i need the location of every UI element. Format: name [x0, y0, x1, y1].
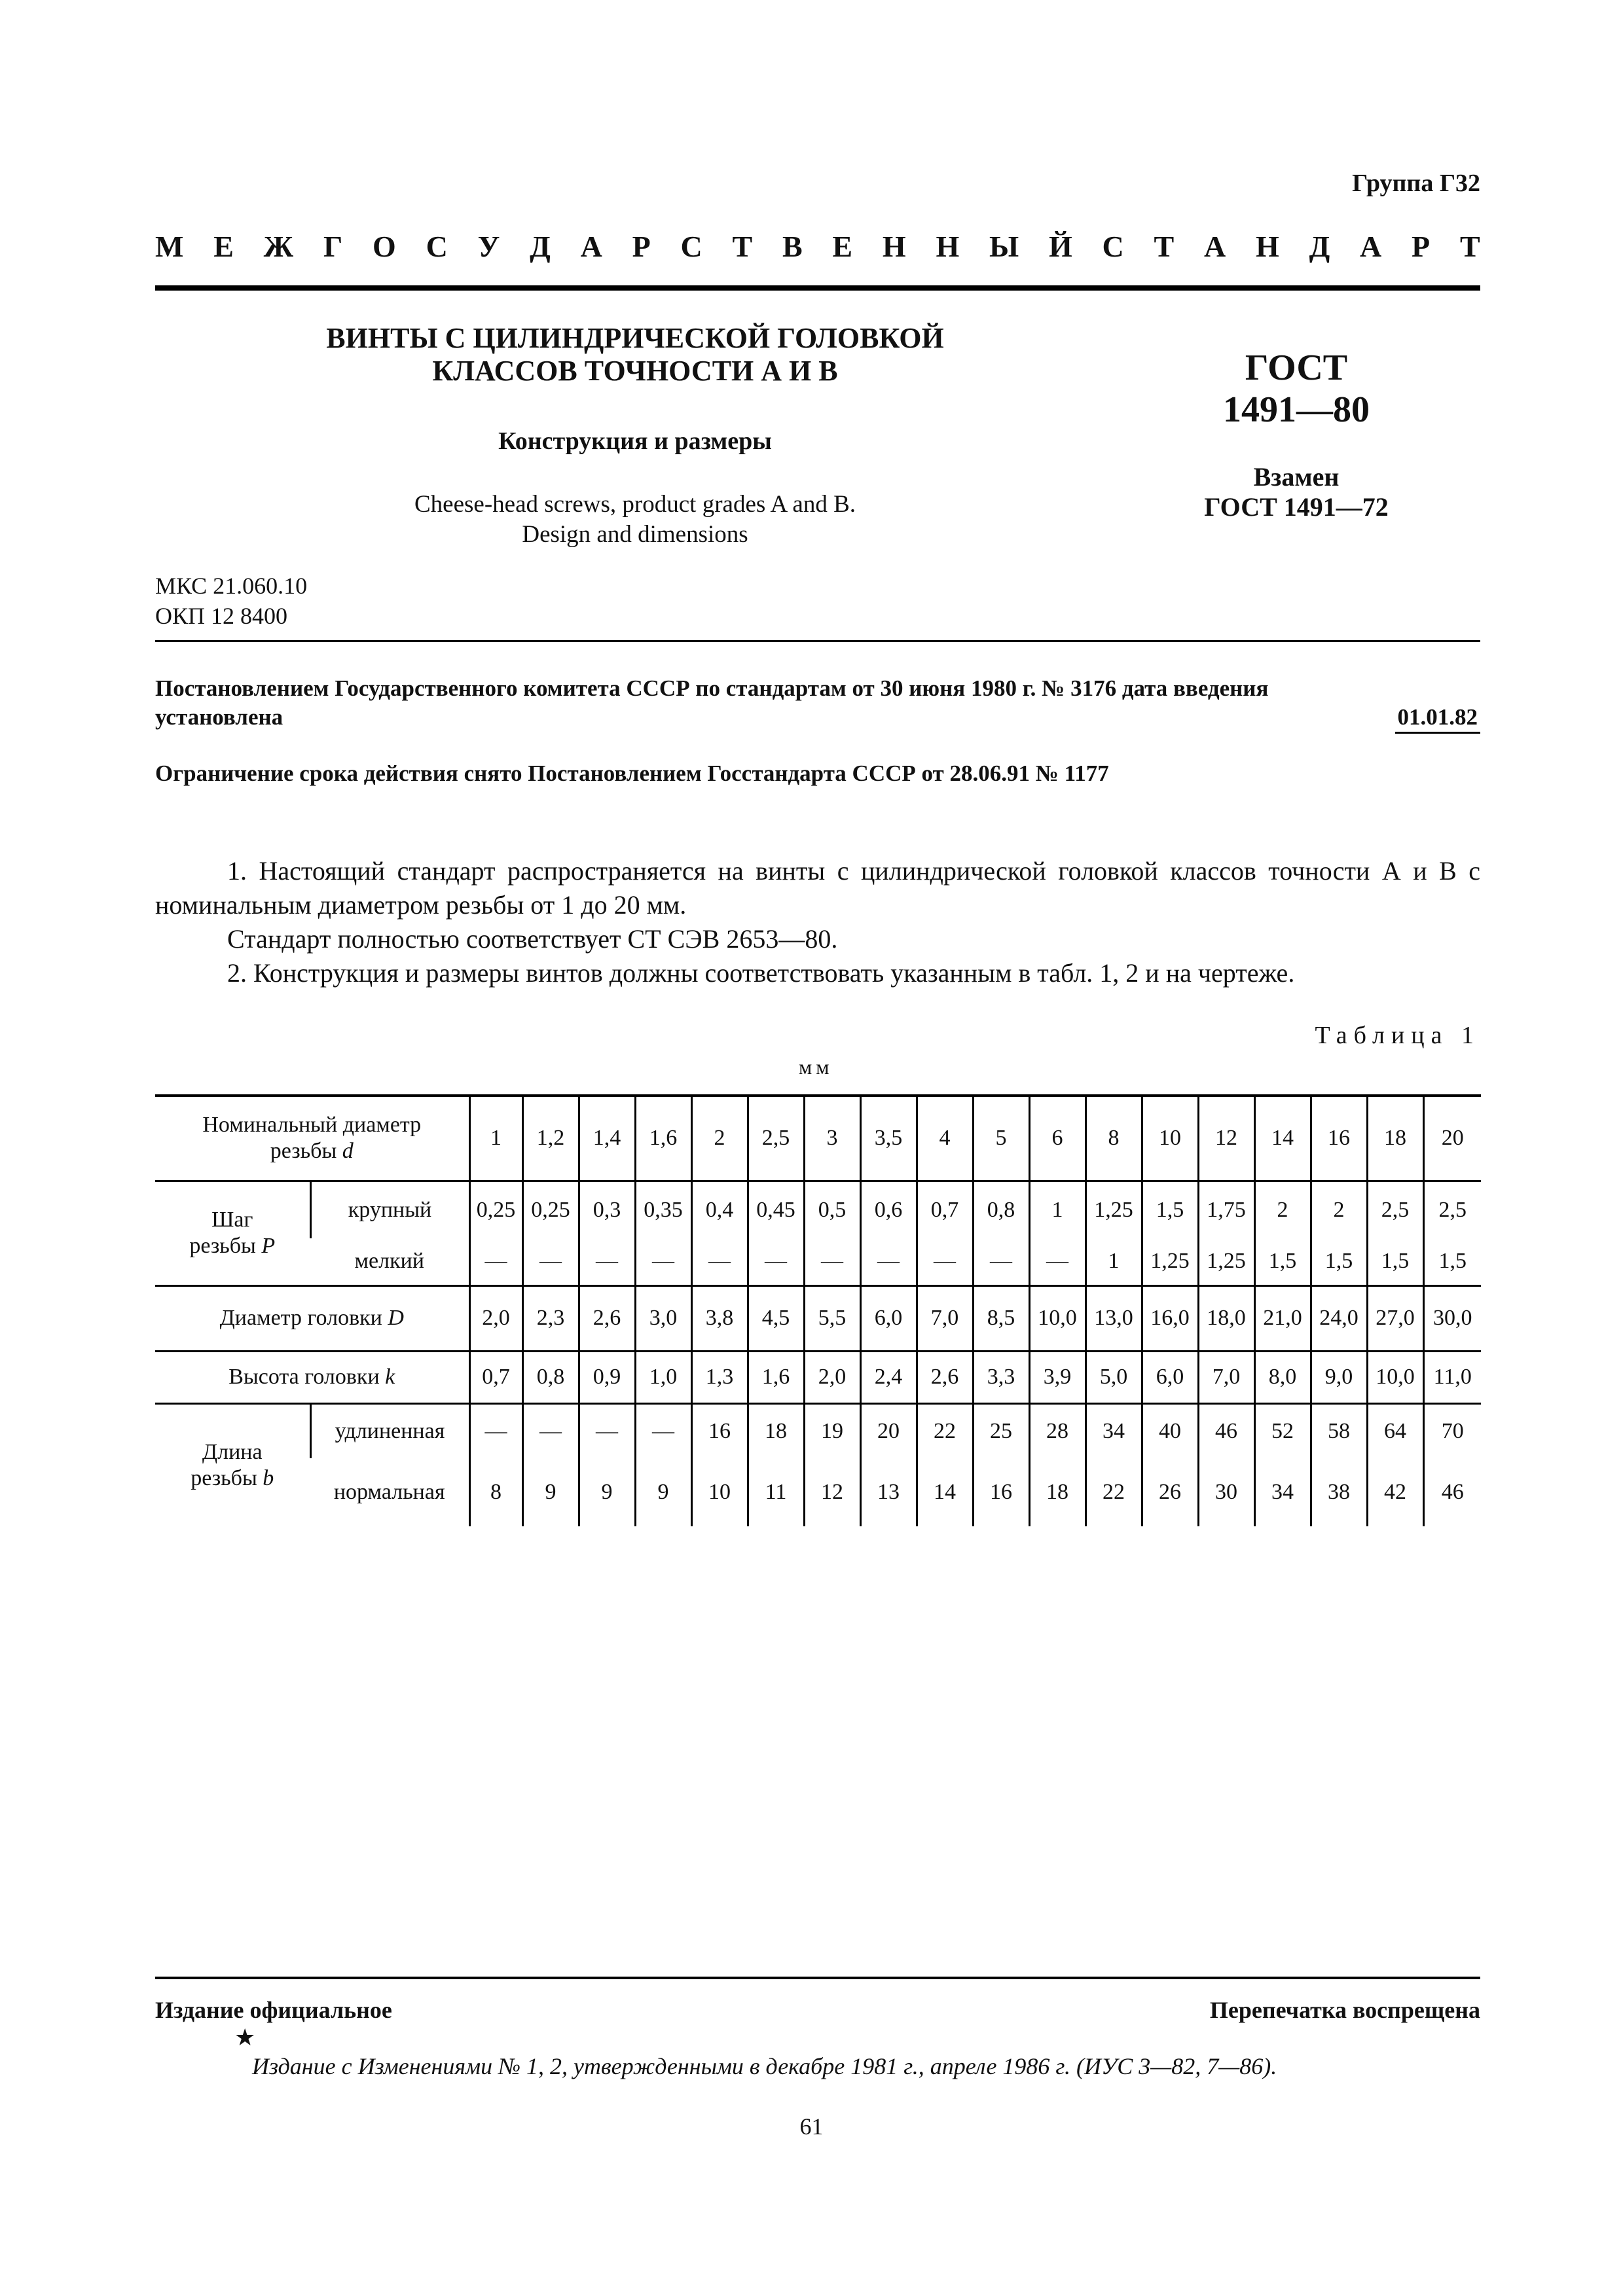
cell-thread-normal: 14 — [917, 1458, 973, 1526]
cell-fine-pitch: 1,5 — [1367, 1238, 1423, 1285]
cell-head-height: 9,0 — [1311, 1351, 1367, 1403]
cell-coarse-pitch: 2,5 — [1423, 1181, 1481, 1238]
cell-nominal: 4 — [917, 1096, 973, 1181]
cell-thread-extended: 34 — [1085, 1403, 1142, 1458]
cell-head-height: 8,0 — [1254, 1351, 1311, 1403]
cell-nominal: 1,4 — [579, 1096, 635, 1181]
row-label-head-diameter: Диаметр головки D — [155, 1285, 469, 1351]
cell-coarse-pitch: 0,4 — [691, 1181, 748, 1238]
cell-head-height: 2,0 — [804, 1351, 860, 1403]
cell-thread-extended: — — [579, 1403, 635, 1458]
cell-nominal: 1 — [469, 1096, 522, 1181]
cell-thread-extended: 40 — [1142, 1403, 1198, 1458]
cell-head-diameter: 18,0 — [1198, 1285, 1254, 1351]
row-label-thread-length: Длина резьбы b — [155, 1403, 310, 1526]
heading-letter: А — [1204, 230, 1226, 263]
cell-head-height: 2,4 — [860, 1351, 917, 1403]
cell-nominal: 14 — [1254, 1096, 1311, 1181]
cell-thread-normal: 38 — [1311, 1458, 1367, 1526]
cell-thread-extended: — — [635, 1403, 691, 1458]
sub-label-coarse: крупный — [310, 1181, 469, 1238]
cell-fine-pitch: — — [804, 1238, 860, 1285]
cell-coarse-pitch: 0,7 — [917, 1181, 973, 1238]
cell-head-diameter: 10,0 — [1029, 1285, 1085, 1351]
cell-coarse-pitch: 0,8 — [973, 1181, 1029, 1238]
cell-thread-normal: 18 — [1029, 1458, 1085, 1526]
mks-code: МКС 21.060.10 — [155, 573, 308, 599]
cell-head-diameter: 8,5 — [973, 1285, 1029, 1351]
table-row-thread-extended — [155, 1403, 1481, 1458]
cell-thread-normal: 12 — [804, 1458, 860, 1526]
cell-coarse-pitch: 1 — [1029, 1181, 1085, 1238]
cell-fine-pitch: — — [579, 1238, 635, 1285]
heading-letter: С — [426, 230, 448, 263]
cell-coarse-pitch: 2,5 — [1367, 1181, 1423, 1238]
cell-thread-normal: 13 — [860, 1458, 917, 1526]
row-label-pitch: Шаг резьбы P — [155, 1181, 310, 1285]
cell-head-diameter: 3,8 — [691, 1285, 748, 1351]
cell-fine-pitch: 1,25 — [1198, 1238, 1254, 1285]
cell-thread-extended: 19 — [804, 1403, 860, 1458]
english-title-line-1: Cheese-head screws, product grades A and B. — [414, 491, 856, 518]
decree-established: установлена — [155, 704, 283, 730]
dimensions-table — [155, 1094, 1481, 1526]
heading-letter: Н — [936, 230, 960, 263]
title-block — [262, 322, 1008, 550]
cell-coarse-pitch: 0,25 — [469, 1181, 522, 1238]
cell-coarse-pitch: 0,5 — [804, 1181, 860, 1238]
cell-fine-pitch: — — [522, 1238, 579, 1285]
row-label-head-height: Высота головки k — [155, 1351, 469, 1403]
table-units: мм — [799, 1055, 833, 1079]
cell-coarse-pitch: 0,3 — [579, 1181, 635, 1238]
cell-fine-pitch: 1,25 — [1142, 1238, 1198, 1285]
cell-head-height: 2,6 — [917, 1351, 973, 1403]
cell-thread-normal: 9 — [579, 1458, 635, 1526]
decree-line-2 — [155, 703, 1480, 734]
cell-thread-normal: 26 — [1142, 1458, 1198, 1526]
cell-thread-extended: 52 — [1254, 1403, 1311, 1458]
heading-letter: А — [580, 230, 602, 263]
cell-thread-normal: 30 — [1198, 1458, 1254, 1526]
decree-block — [155, 674, 1480, 734]
cell-nominal: 10 — [1142, 1096, 1198, 1181]
heading-letter: Й — [1048, 230, 1072, 263]
cell-fine-pitch: — — [691, 1238, 748, 1285]
cell-fine-pitch: — — [748, 1238, 804, 1285]
heading-letter: Д — [530, 230, 551, 263]
table-row-nominal — [155, 1096, 1481, 1181]
cell-nominal: 12 — [1198, 1096, 1254, 1181]
replaces-number: ГОСТ 1491—72 — [1204, 492, 1389, 522]
cell-head-height: 10,0 — [1367, 1351, 1423, 1403]
title-line-2: КЛАССОВ ТОЧНОСТИ А И В — [432, 355, 838, 387]
star-icon: ★ — [234, 2024, 256, 2051]
cell-nominal: 3 — [804, 1096, 860, 1181]
heading-letter: В — [782, 230, 803, 263]
cell-head-height: 0,7 — [469, 1351, 522, 1403]
cell-thread-extended: — — [522, 1403, 579, 1458]
cell-head-diameter: 3,0 — [635, 1285, 691, 1351]
heading-letter: Е — [213, 230, 234, 263]
heading-letter: Н — [882, 230, 906, 263]
table-caption: Таблица 1 — [1315, 1022, 1480, 1049]
cell-nominal: 2 — [691, 1096, 748, 1181]
heading-letter: О — [373, 230, 396, 263]
cell-thread-normal: 11 — [748, 1458, 804, 1526]
official-edition-label: Издание официальное — [155, 1997, 392, 2023]
heading-letter: Г — [323, 230, 343, 263]
cell-thread-normal: 34 — [1254, 1458, 1311, 1526]
cell-thread-extended: 70 — [1423, 1403, 1481, 1458]
cell-fine-pitch: 1,5 — [1254, 1238, 1311, 1285]
cell-head-diameter: 2,3 — [522, 1285, 579, 1351]
restriction-note: Ограничение срока действия снято Постановлением Госстандарта СССР от 28.06.91 № 1177 — [155, 761, 1109, 786]
row-label-nominal-diameter: Номинальный диаметр резьбы d — [155, 1096, 469, 1181]
cell-coarse-pitch: 0,25 — [522, 1181, 579, 1238]
cell-head-diameter: 16,0 — [1142, 1285, 1198, 1351]
gost-block — [1159, 347, 1434, 522]
cell-head-height: 3,3 — [973, 1351, 1029, 1403]
table-row-coarse — [155, 1181, 1481, 1238]
cell-head-diameter: 2,6 — [579, 1285, 635, 1351]
sub-label-extended: удлиненная — [310, 1403, 469, 1458]
cell-nominal: 16 — [1311, 1096, 1367, 1181]
cell-nominal: 1,2 — [522, 1096, 579, 1181]
page-number: 61 — [799, 2113, 824, 2140]
top-rule — [155, 285, 1480, 291]
cell-thread-normal: 22 — [1085, 1458, 1142, 1526]
cell-coarse-pitch: 0,6 — [860, 1181, 917, 1238]
cell-nominal: 3,5 — [860, 1096, 917, 1181]
cell-head-diameter: 24,0 — [1311, 1285, 1367, 1351]
cell-head-diameter: 21,0 — [1254, 1285, 1311, 1351]
heading-letter: Т — [1154, 230, 1175, 263]
sub-label-fine: мелкий — [354, 1249, 424, 1274]
heading-letter: Т — [1459, 230, 1480, 263]
cell-head-height: 7,0 — [1198, 1351, 1254, 1403]
replaces-label: Взамен — [1253, 462, 1340, 492]
cell-fine-pitch: — — [860, 1238, 917, 1285]
cell-fine-pitch: — — [469, 1238, 522, 1285]
cell-nominal: 2,5 — [748, 1096, 804, 1181]
cell-thread-normal: 8 — [469, 1458, 522, 1526]
cell-thread-extended: 25 — [973, 1403, 1029, 1458]
heading-letter: Н — [1256, 230, 1279, 263]
cell-head-height: 11,0 — [1423, 1351, 1481, 1403]
cell-thread-extended: 20 — [860, 1403, 917, 1458]
heading-letter: А — [1360, 230, 1382, 263]
okp-code: ОКП 12 8400 — [155, 603, 288, 629]
cell-coarse-pitch: 1,25 — [1085, 1181, 1142, 1238]
cell-nominal: 5 — [973, 1096, 1029, 1181]
effective-date: 01.01.82 — [1395, 703, 1481, 734]
cell-fine-pitch: 1,5 — [1423, 1238, 1481, 1285]
table-row-head-height — [155, 1351, 1481, 1403]
heading-letter: М — [155, 230, 184, 263]
cell-fine-pitch: 1,5 — [1311, 1238, 1367, 1285]
cell-coarse-pitch: 1,5 — [1142, 1181, 1198, 1238]
cell-head-height: 1,0 — [635, 1351, 691, 1403]
cell-thread-normal: 9 — [635, 1458, 691, 1526]
cell-thread-extended: 28 — [1029, 1403, 1085, 1458]
cell-coarse-pitch: 0,35 — [635, 1181, 691, 1238]
classification-codes — [155, 571, 307, 631]
cell-coarse-pitch: 2 — [1254, 1181, 1311, 1238]
table-row-fine — [155, 1238, 1481, 1285]
cell-coarse-pitch: 1,75 — [1198, 1181, 1254, 1238]
heading-letter: Е — [832, 230, 853, 263]
amendments-note: Издание с Изменениями № 1, 2, утвержденными в декабре 1981 г., апреле 1986 г. (ИУС 3—82, 7—86). — [252, 2053, 1277, 2079]
heading-letter: С — [1102, 230, 1124, 263]
cell-head-height: 0,9 — [579, 1351, 635, 1403]
cell-fine-pitch: — — [635, 1238, 691, 1285]
paragraph-1: 1. Настоящий стандарт распространяется на винты с цилиндрической головкой классов точности А и В с номинальным диаметром резьбы от 1 до 20 мм. — [155, 856, 1480, 920]
table-row-thread-normal — [155, 1458, 1481, 1526]
cell-coarse-pitch: 0,45 — [748, 1181, 804, 1238]
heading-letter: Ы — [989, 230, 1019, 263]
paragraph-2: 2. Конструкция и размеры винтов должны соответствовать указанным в табл. 1, 2 и на чертеже. — [227, 958, 1295, 988]
cell-thread-extended: 22 — [917, 1403, 973, 1458]
cell-thread-extended: 46 — [1198, 1403, 1254, 1458]
cell-head-diameter: 13,0 — [1085, 1285, 1142, 1351]
cell-thread-extended: 58 — [1311, 1403, 1367, 1458]
paragraph-1-note: Стандарт полностью соответствует СТ СЭВ 2653—80. — [227, 924, 838, 954]
cell-thread-extended: 16 — [691, 1403, 748, 1458]
cell-nominal: 8 — [1085, 1096, 1142, 1181]
cell-fine-pitch: — — [973, 1238, 1029, 1285]
sub-label-normal: нормальная — [333, 1480, 445, 1504]
cell-fine-pitch: 1 — [1085, 1238, 1142, 1285]
decree-line-1: Постановлением Государственного комитета СССР по стандартам от 30 июня 1980 г. № 3176 дата введения — [155, 675, 1269, 701]
title-line-1: ВИНТЫ С ЦИЛИНДРИЧЕСКОЙ ГОЛОВКОЙ — [326, 322, 944, 354]
heading-letter: У — [477, 230, 500, 263]
interstate-standard-heading — [155, 229, 1480, 264]
gost-number: 1491—80 — [1223, 389, 1370, 430]
cell-nominal: 20 — [1423, 1096, 1481, 1181]
reprint-prohibited-label: Перепечатка воспрещена — [1209, 1997, 1480, 2023]
cell-thread-normal: 9 — [522, 1458, 579, 1526]
body-text — [155, 854, 1480, 990]
table-row-head-diameter — [155, 1285, 1481, 1351]
subtitle: Конструкция и размеры — [498, 427, 772, 455]
cell-thread-extended: 64 — [1367, 1403, 1423, 1458]
heading-letter: Ж — [263, 230, 294, 263]
cell-head-height: 0,8 — [522, 1351, 579, 1403]
cell-thread-normal: 42 — [1367, 1458, 1423, 1526]
cell-head-diameter: 7,0 — [917, 1285, 973, 1351]
cell-head-diameter: 2,0 — [469, 1285, 522, 1351]
mid-rule — [155, 640, 1480, 642]
heading-letter: Т — [732, 230, 753, 263]
english-title-line-2: Design and dimensions — [522, 521, 748, 548]
bottom-rule — [155, 1977, 1480, 1979]
cell-thread-extended: 18 — [748, 1403, 804, 1458]
cell-head-height: 6,0 — [1142, 1351, 1198, 1403]
gost-label: ГОСТ — [1245, 348, 1348, 388]
cell-fine-pitch: — — [917, 1238, 973, 1285]
cell-head-diameter: 5,5 — [804, 1285, 860, 1351]
cell-nominal: 18 — [1367, 1096, 1423, 1181]
cell-head-height: 1,3 — [691, 1351, 748, 1403]
heading-letter: С — [680, 230, 702, 263]
cell-nominal: 1,6 — [635, 1096, 691, 1181]
group-code: Группа Г32 — [1352, 170, 1480, 197]
cell-head-diameter: 4,5 — [748, 1285, 804, 1351]
cell-thread-extended: — — [469, 1403, 522, 1458]
cell-head-diameter: 27,0 — [1367, 1285, 1423, 1351]
cell-fine-pitch: — — [1029, 1238, 1085, 1285]
cell-thread-normal: 10 — [691, 1458, 748, 1526]
cell-nominal: 6 — [1029, 1096, 1085, 1181]
cell-thread-normal: 46 — [1423, 1458, 1481, 1526]
cell-head-height: 5,0 — [1085, 1351, 1142, 1403]
cell-head-diameter: 30,0 — [1423, 1285, 1481, 1351]
cell-head-diameter: 6,0 — [860, 1285, 917, 1351]
cell-coarse-pitch: 2 — [1311, 1181, 1367, 1238]
cell-head-height: 1,6 — [748, 1351, 804, 1403]
cell-head-height: 3,9 — [1029, 1351, 1085, 1403]
cell-thread-normal: 16 — [973, 1458, 1029, 1526]
heading-letter: Д — [1309, 230, 1330, 263]
heading-letter: Р — [1412, 230, 1431, 263]
heading-letter: Р — [632, 230, 651, 263]
